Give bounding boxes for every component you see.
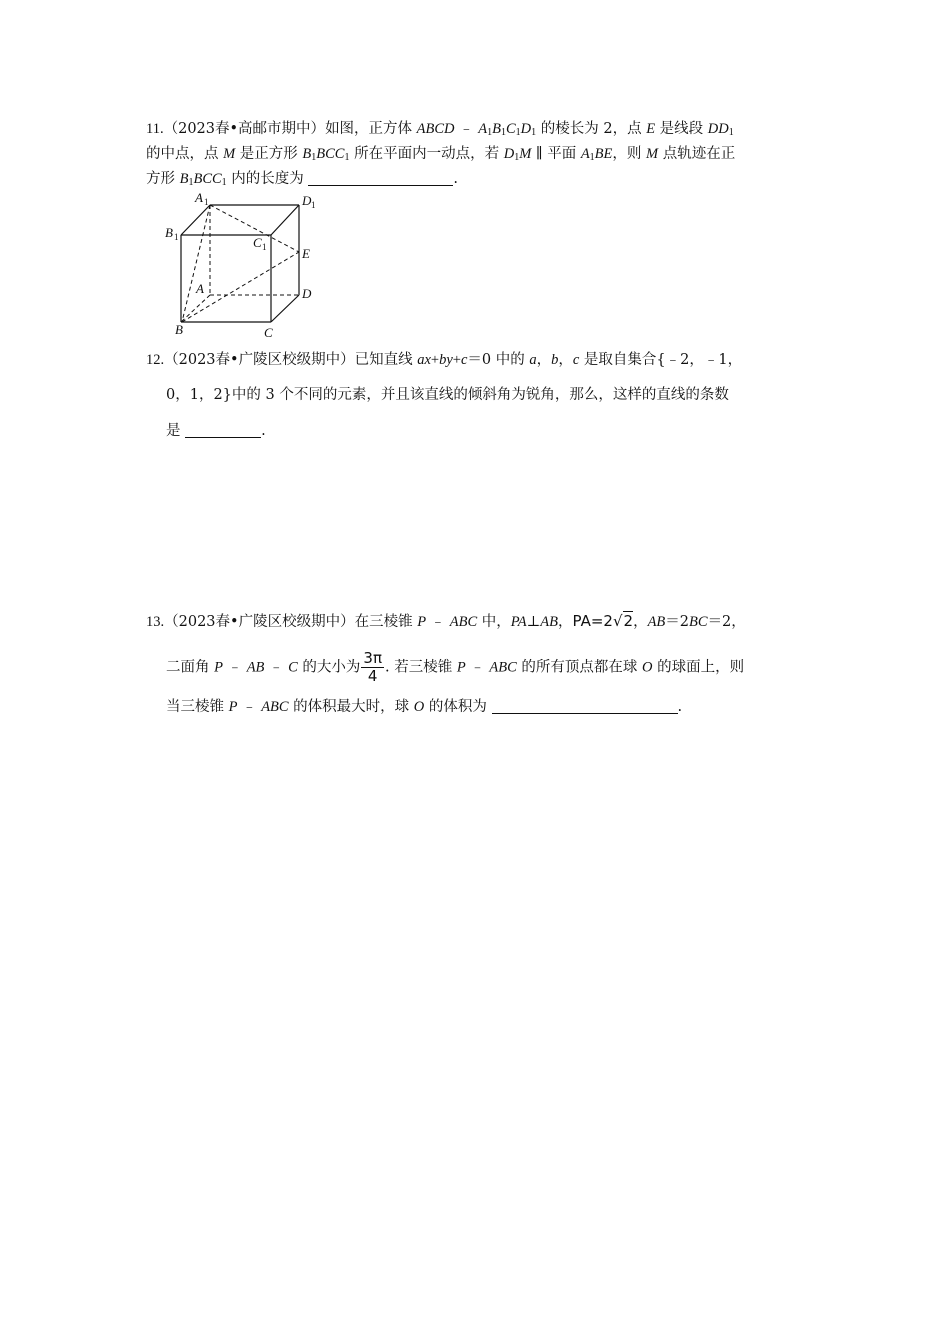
q13-answer-blank[interactable]: [492, 699, 678, 714]
q11-text: 所在平面内一动点，若: [349, 146, 504, 162]
q11-text: ∥ 平面: [531, 146, 581, 162]
q13-math: ABC: [449, 614, 478, 630]
label-D: D: [302, 286, 312, 301]
q11-math: BE: [594, 146, 613, 162]
q12-text: ＝0 中的: [467, 352, 530, 368]
label-D1: D: [302, 193, 312, 208]
label-sub: 1: [174, 232, 179, 242]
q13-number: 13.: [146, 614, 165, 630]
q11-math: B: [492, 121, 501, 137]
q13-text: 的体积最大时，球: [288, 699, 414, 715]
q13-line-3: [166, 697, 682, 717]
q11-sub: 1: [515, 127, 521, 138]
q12-math: +: [430, 352, 440, 368]
cube-figure: [160, 188, 330, 343]
q13-sqrt-radicand: 2: [623, 612, 634, 630]
q12-text: ，: [536, 352, 552, 368]
q11-math: M: [223, 146, 236, 162]
q11-text: 的棱长为 2，点: [536, 121, 647, 137]
q12-math: b: [551, 352, 559, 368]
q11-text: 方形: [146, 171, 180, 187]
q13-text: ＝2，: [707, 614, 746, 630]
q12-math: +: [452, 352, 461, 368]
q12-math: c: [572, 352, 580, 368]
q11-math: D: [520, 121, 532, 137]
q12-text: 0，1，2}中的 3 个不同的元素，并且该直线的倾斜角为锐角，那么，这样的直线的条数: [166, 387, 729, 403]
q11-number: 11.: [146, 121, 164, 137]
q13-line-1: [146, 611, 746, 632]
label-B: B: [175, 322, 183, 337]
q11-sub: 1: [221, 177, 227, 188]
q11-text: ，则: [612, 146, 646, 162]
q13-text: ＝2: [665, 614, 690, 630]
q11-text: 如图，正方体: [325, 121, 417, 137]
q11-sub: 1: [344, 152, 350, 163]
q12-source: （2023春•广陵区校级期中）: [164, 352, 355, 368]
q11-math: C: [505, 121, 516, 137]
q12-answer-blank[interactable]: [185, 423, 261, 438]
q11-line-2: [146, 144, 735, 168]
q13-pa-expression: PA=2√2: [572, 612, 634, 630]
label-sub: 1: [262, 242, 267, 252]
q12-math: a: [529, 352, 537, 368]
q13-math: ABC: [489, 659, 517, 676]
q13-text: 中，: [477, 614, 511, 630]
q13-text: 当三棱锥: [166, 699, 229, 715]
q13-math: AB: [246, 659, 265, 676]
q13-text: 的体积为: [424, 699, 492, 715]
q11-period: .: [453, 171, 458, 187]
q11-text: 点轨迹在正: [658, 146, 736, 162]
q12-text: 已知直线: [354, 352, 418, 368]
q13-math: ABC: [261, 699, 289, 715]
q12-line-2: [166, 385, 729, 405]
label-sub: 1: [311, 200, 316, 210]
label-B1: B: [165, 225, 173, 240]
q11-math: D: [503, 146, 515, 162]
q13-text: ﹣: [264, 659, 289, 676]
q11-sub: 1: [728, 127, 734, 138]
q11-sub: 1: [589, 152, 595, 163]
q11-source: （2023春•高邮市期中）: [163, 121, 326, 137]
q11-math: DD: [707, 121, 729, 137]
q11-math: ABCD: [416, 121, 455, 137]
q11-answer-blank[interactable]: [308, 171, 453, 186]
q13-math: AB: [647, 614, 666, 630]
q13-text: ﹣: [426, 614, 450, 630]
q11-text: 是正方形: [235, 146, 303, 162]
q13-pa-label: PA=2: [572, 612, 613, 630]
q12-text: 是: [166, 423, 186, 439]
q11-sub: 1: [487, 127, 493, 138]
q13-math: BC: [689, 614, 708, 630]
q13-text: 二面角: [166, 659, 215, 676]
q12-text: ，: [558, 352, 573, 368]
q11-math: E: [646, 121, 656, 137]
q12-math: ax: [417, 352, 431, 368]
q11-math: M: [646, 146, 659, 162]
q13-math: P: [214, 659, 223, 676]
q11-math: BCC: [193, 171, 222, 187]
q11-sub: 1: [188, 177, 194, 188]
fraction-numerator: 3π: [363, 649, 382, 667]
q13-text: 的大小为: [297, 659, 361, 676]
q13-text: 在三棱锥: [354, 614, 418, 630]
q13-math: O: [413, 699, 425, 715]
q13-text: ﹣: [222, 659, 247, 676]
q13-math: P: [417, 614, 427, 630]
q13-math: PA: [510, 614, 527, 630]
q11-text: 内的长度为: [226, 171, 309, 187]
q12-text: 是取自集合{﹣2，﹣1，: [579, 352, 743, 368]
q11-math: M: [519, 146, 532, 162]
q13-period: .: [677, 699, 683, 715]
q12-math: by: [439, 352, 453, 368]
q13-math: P: [456, 659, 466, 676]
q13-text: 的球面上，则: [652, 659, 745, 676]
q13-source: （2023春•广陵区校级期中）: [164, 614, 355, 630]
q11-sub: 1: [500, 127, 506, 138]
q11-math: BCC: [316, 146, 345, 162]
q11-text: ﹣: [454, 121, 479, 137]
q11-sub: 1: [531, 127, 537, 138]
label-C: C: [264, 325, 273, 340]
fraction-denominator: 4: [367, 667, 378, 685]
q12-math: c: [460, 352, 468, 368]
q13-text: ，: [633, 614, 648, 630]
q11-math: B: [179, 171, 189, 187]
q13-math: ⊥: [526, 614, 541, 630]
q11-math: B: [302, 146, 312, 162]
q13-math: O: [642, 659, 653, 676]
q13-text: ，: [558, 614, 573, 630]
q13-text: 的所有顶点都在球: [516, 659, 642, 676]
q12-line-1: [146, 350, 742, 370]
q11-sub: 1: [311, 152, 317, 163]
q13-line-2: [166, 650, 744, 685]
q11-line-1: [146, 119, 734, 143]
q13-text: ﹣: [237, 699, 262, 715]
label-C1: C: [253, 235, 262, 250]
q13-math: AB: [540, 614, 558, 630]
cube-labels: [165, 190, 316, 340]
q13-math: C: [288, 659, 298, 676]
label-sub: 1: [204, 197, 209, 207]
q11-text: 的中点，点: [146, 146, 224, 162]
q12-line-3: [166, 421, 266, 441]
q13-text: ﹣: [465, 659, 490, 676]
q12-period: .: [261, 423, 266, 439]
q11-text: 是线段: [655, 121, 708, 137]
q13-fraction: [361, 650, 384, 685]
q13-text: . 若三棱锥: [384, 659, 457, 676]
q13-math: P: [228, 699, 238, 715]
q12-number: 12.: [146, 352, 165, 368]
label-E: E: [302, 246, 310, 261]
q11-math: A: [478, 121, 488, 137]
q11-math: A: [580, 146, 590, 162]
label-A1: A: [195, 190, 203, 205]
label-A: A: [196, 281, 204, 296]
q11-sub: 1: [514, 152, 520, 163]
